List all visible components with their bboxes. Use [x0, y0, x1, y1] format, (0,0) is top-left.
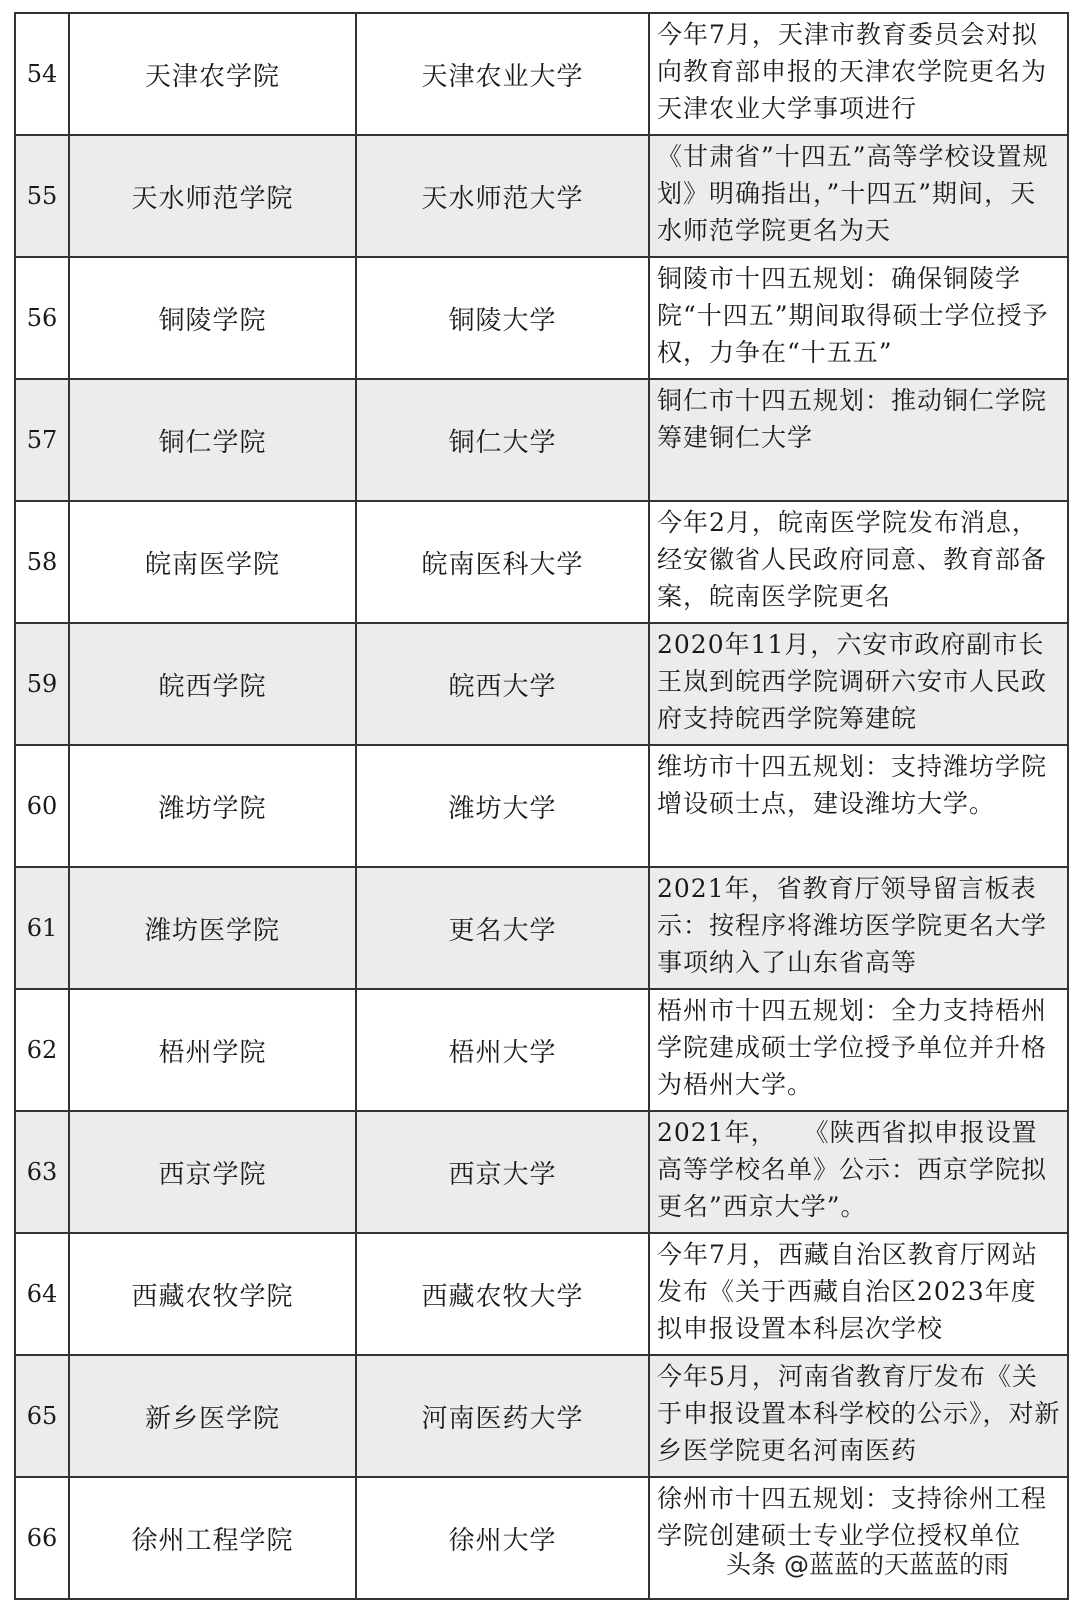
target-university-name-cell	[356, 1355, 649, 1477]
current-school-name: 铜陵学院	[158, 305, 267, 336]
row-number: 62	[26, 1036, 58, 1064]
current-school-name: 潍坊学院	[158, 793, 267, 824]
row-number-cell	[15, 135, 69, 257]
row-number-cell	[15, 257, 69, 379]
rename-note: 2020年11月，六安市政府副市长王岚到皖西学院调研六安市人民政府支持皖西学院筹建皖	[657, 630, 1048, 733]
rename-note: 《甘肃省”十四五”高等学校设置规划》明确指出，”十四五”期间，天水师范学院更名为天	[657, 142, 1049, 245]
rename-note: 今年7月，天津市教育委员会对拟向教育部申报的天津农学院更名为天津农业大学事项进行	[657, 20, 1048, 123]
table-row	[15, 1111, 1068, 1233]
table-row	[15, 1233, 1068, 1355]
current-school-name: 皖南医学院	[144, 549, 280, 580]
rename-note-cell	[649, 1355, 1068, 1477]
table-row	[15, 13, 1068, 135]
row-number-cell	[15, 1477, 69, 1599]
current-school-name-cell	[69, 989, 356, 1111]
row-number-cell	[15, 501, 69, 623]
row-number: 65	[26, 1402, 58, 1430]
table-row	[15, 623, 1068, 745]
row-number-cell	[15, 1355, 69, 1477]
current-school-name: 铜仁学院	[158, 427, 267, 458]
current-school-name-cell	[69, 135, 356, 257]
current-school-name: 潍坊医学院	[144, 915, 280, 946]
row-number: 57	[26, 426, 58, 454]
current-school-name: 皖西学院	[158, 671, 267, 702]
target-university-name: 天水师范大学	[421, 183, 584, 214]
target-university-name: 徐州大学	[448, 1525, 557, 1556]
row-number-cell	[15, 379, 69, 501]
target-university-name-cell	[356, 1233, 649, 1355]
row-number-cell	[15, 989, 69, 1111]
current-school-name-cell	[69, 1477, 356, 1599]
rename-note-cell	[649, 1233, 1068, 1355]
rename-note: 徐州市十四五规划：支持徐州工程学院创建硕士专业学位授权单位	[657, 1484, 1048, 1550]
rename-note: 今年7月，西藏自治区教育厅网站发布《关于西藏自治区2023年度拟申报设置本科层次学校	[657, 1240, 1038, 1343]
table-row	[15, 745, 1068, 867]
current-school-name: 西藏农牧学院	[131, 1281, 294, 1312]
current-school-name-cell	[69, 379, 356, 501]
target-university-name-cell	[356, 1477, 649, 1599]
target-university-name-cell	[356, 501, 649, 623]
row-number-cell	[15, 867, 69, 989]
table-row	[15, 379, 1068, 501]
target-university-name-cell	[356, 1111, 649, 1233]
table-row	[15, 989, 1068, 1111]
target-university-name-cell	[356, 623, 649, 745]
current-school-name-cell	[69, 13, 356, 135]
table-row	[15, 135, 1068, 257]
target-university-name: 铜陵大学	[448, 305, 557, 336]
table-row	[15, 1355, 1068, 1477]
rename-note: 铜仁市十四五规划：推动铜仁学院筹建铜仁大学	[657, 386, 1048, 452]
row-number: 56	[26, 304, 58, 332]
row-number: 60	[26, 792, 58, 820]
row-number-cell	[15, 1111, 69, 1233]
rename-note-cell	[649, 501, 1068, 623]
row-number: 58	[26, 548, 58, 576]
current-school-name-cell	[69, 623, 356, 745]
row-number: 61	[26, 914, 58, 942]
rename-note: 今年2月，皖南医学院发布消息，经安徽省人民政府同意、教育部备案，皖南医学院更名	[657, 508, 1048, 611]
current-school-name-cell	[69, 257, 356, 379]
row-number: 64	[26, 1280, 58, 1308]
current-school-name-cell	[69, 1355, 356, 1477]
rename-note-cell	[649, 989, 1068, 1111]
current-school-name-cell	[69, 745, 356, 867]
current-school-name: 徐州工程学院	[131, 1525, 294, 1556]
target-university-name: 铜仁大学	[448, 427, 557, 458]
table-row	[15, 501, 1068, 623]
row-number: 54	[26, 60, 58, 88]
row-number-cell	[15, 1233, 69, 1355]
table-row	[15, 257, 1068, 379]
current-school-name-cell	[69, 501, 356, 623]
current-school-name: 天水师范学院	[131, 183, 294, 214]
current-school-name: 新乡医学院	[144, 1403, 280, 1434]
target-university-name-cell	[356, 257, 649, 379]
rename-note: 梧州市十四五规划：全力支持梧州学院建成硕士学位授予单位并升格为梧州大学。	[657, 996, 1048, 1099]
rename-note-cell	[649, 13, 1068, 135]
rename-note: 铜陵市十四五规划：确保铜陵学院“十四五”期间取得硕士学位授予权，力争在“十五五”	[657, 264, 1049, 367]
current-school-name: 梧州学院	[158, 1037, 267, 1068]
row-number: 55	[26, 182, 58, 210]
school-rename-table	[14, 12, 1069, 1600]
target-university-name-cell	[356, 379, 649, 501]
row-number: 63	[26, 1158, 58, 1186]
rename-note-cell	[649, 257, 1068, 379]
target-university-name: 梧州大学	[448, 1037, 557, 1068]
rename-note-cell	[649, 867, 1068, 989]
target-university-name-cell	[356, 13, 649, 135]
current-school-name-cell	[69, 1111, 356, 1233]
rename-note-cell	[649, 745, 1068, 867]
target-university-name-cell	[356, 745, 649, 867]
target-university-name: 西京大学	[448, 1159, 557, 1190]
rename-note-cell	[649, 623, 1068, 745]
row-number: 66	[26, 1524, 58, 1552]
row-number-cell	[15, 13, 69, 135]
rename-note-cell	[649, 135, 1068, 257]
rename-note-cell	[649, 379, 1068, 501]
current-school-name-cell	[69, 867, 356, 989]
row-number: 59	[26, 670, 58, 698]
rename-note: 今年5月，河南省教育厅发布《关于申报设置本科学校的公示》，对新乡医学院更名河南医药	[657, 1362, 1061, 1465]
row-number-cell	[15, 623, 69, 745]
target-university-name: 更名大学	[448, 915, 557, 946]
target-university-name-cell	[356, 135, 649, 257]
table-row	[15, 867, 1068, 989]
row-number-cell	[15, 745, 69, 867]
target-university-name: 皖西大学	[448, 671, 557, 702]
current-school-name-cell	[69, 1233, 356, 1355]
target-university-name-cell	[356, 989, 649, 1111]
target-university-name: 西藏农牧大学	[421, 1281, 584, 1312]
current-school-name: 西京学院	[158, 1159, 267, 1190]
rename-note-cell	[649, 1111, 1068, 1233]
rename-note: 2021年，省教育厅领导留言板表示：按程序将潍坊医学院更名大学事项纳入了山东省高等	[657, 874, 1048, 977]
target-university-name: 河南医药大学	[421, 1403, 584, 1434]
table-body	[15, 13, 1068, 1599]
target-university-name-cell	[356, 867, 649, 989]
rename-note: 维坊市十四五规划：支持潍坊学院增设硕士点，建设潍坊大学。	[657, 752, 1048, 818]
current-school-name: 天津农学院	[144, 61, 280, 92]
watermark: 头条 @蓝蓝的天蓝蓝的雨	[726, 1550, 1009, 1579]
target-university-name: 潍坊大学	[448, 793, 557, 824]
target-university-name: 天津农业大学	[421, 61, 584, 92]
rename-note: 2021年， 《陕西省拟申报设置高等学校名单》公示：西京学院拟更名”西京大学”。	[657, 1118, 1048, 1221]
target-university-name: 皖南医科大学	[421, 549, 584, 580]
